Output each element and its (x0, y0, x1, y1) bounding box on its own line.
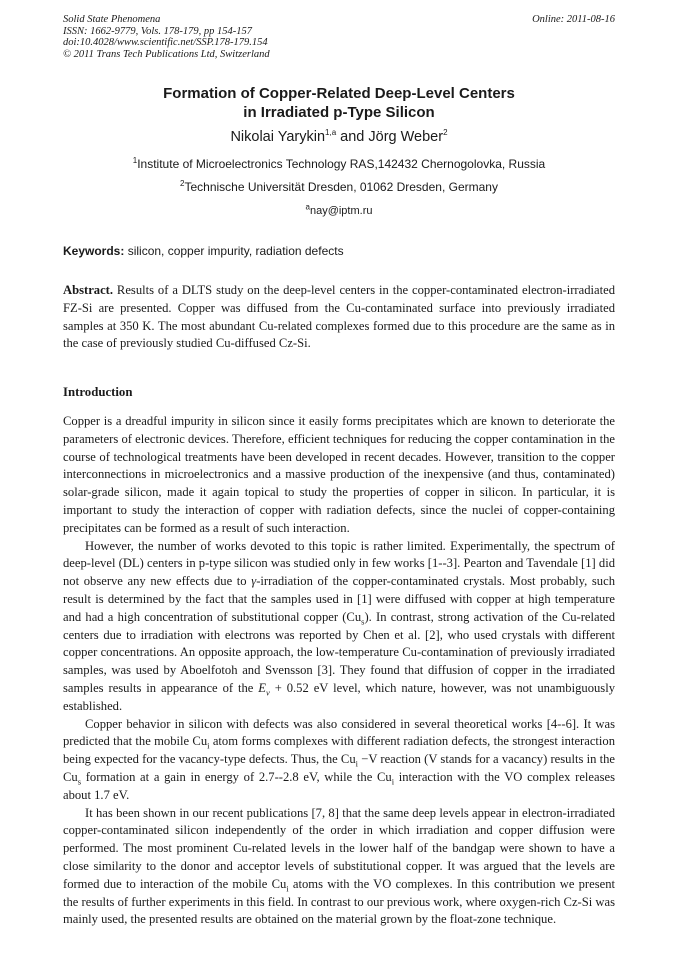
affiliation-2-sup: 2 (180, 179, 185, 188)
p2-text-c: ). In contrast, strong activation of the Cu-related centers due to irradiation with electrons was reported by Chen et al. [2], who used crystals with different copper concentrations. An opposite approach, the low-temperature Cu-contamination of previously irradiated samples, was used by Aboelfotoh and Svensson [3]. They found that diffusion of copper in the irradiated samples results in appearance of the (63, 609, 615, 695)
copyright-line: © 2011 Trans Tech Publications Ltd, Switzerland (63, 48, 270, 60)
author-2-sup: 2 (443, 128, 448, 138)
author-1: Nikolai Yarykin (230, 129, 326, 145)
p3-sub-s: s (77, 776, 82, 787)
author-and: and (336, 129, 369, 145)
affiliation-2 (0, 180, 678, 195)
p4-text-a: It has been shown in our recent publications [7, 8] that the same deep levels appear in electron-irradiated copper-contaminated silicon independently of the order in which irradiation and copper diffusion were performed. The most prominent Cu-related levels in the lower half of the bandgap were shown to have a close similarity to the donor and acceptor levels of substitutional copper. It was argued that the levels are formed due to interaction of the mobile Cu (63, 805, 615, 891)
author-email (0, 204, 678, 218)
p3-text-b: atom forms complexes with different radiation defects, the strongest interaction being expected for the vacancy-type defects. Thus, the Cu (63, 734, 616, 767)
affiliation-1 (0, 157, 678, 172)
p3-text-d: formation at a gain in energy of 2.7--2.8 eV, while the Cu (81, 769, 392, 784)
gamma-symbol: γ (251, 574, 257, 589)
p2-text-a: However, the number of works devoted to this topic is rather limited. Experimentally, the spectrum of deep-level (DL) centers in p-type silicon was studied only in few works [1--3]. Pearton and Tavendale [1] did not observe any new effects due to (63, 538, 615, 589)
p3-text-a: Copper behavior in silicon with defects was also considered in several theoretical works [4--6]. It was predicted that the mobile Cu (63, 716, 615, 749)
intro-paragraph-1: Copper is a dreadful impurity in silicon since it easily forms precipitates which are known to deteriorate the parameters of electronic devices. Therefore, efficient techniques for reducing the copper contamination in the course of technological treatments have been developed in recent decades. However, transition to the copper interconnections in microelectronics and a massive production of the inexpensive (and thus, contaminated) solar-grade silicon, made it again topical to study the properties of copper in silicon. In particular, it is important to study the interaction of copper with radiation defects, since the nuclei of copper-containing precipitates can be formed as a result of such interaction. (63, 414, 615, 535)
online-date: Online: 2011-08-16 (532, 14, 615, 25)
abstract-label: Abstract. (63, 283, 114, 297)
ev-symbol: E (258, 680, 266, 695)
p4-text-b: atoms with the VO complexes. In this contribution we present the results of further experiments in this field. In contrast to our previous work, where oxygen-rich Cz-Si was mainly used, the presented results are obtained on the material grown by the float-zone technique. (63, 876, 615, 927)
doi-line: doi:10.4028/www.scientific.net/SSP.178-179.154 (63, 37, 268, 49)
p3-text-c: −V reaction (V stands for a vacancy) results in the Cu (63, 752, 615, 784)
email-sup: a (305, 202, 310, 212)
p3-sub-i3: i (391, 776, 395, 787)
p4-sub-i: i (286, 883, 289, 894)
keywords-label: Keywords: (63, 244, 125, 258)
p3-sub-i1: i (207, 740, 210, 751)
journal-name: Solid State Phenomena (63, 14, 161, 25)
abstract (63, 282, 619, 353)
issn-line: ISSN: 1662-9779, Vols. 178-179, pp 154-157 (63, 25, 252, 37)
ev-sub: v (266, 687, 270, 698)
paper-title (0, 84, 678, 122)
keywords-text: silicon, copper impurity, radiation defects (124, 244, 344, 258)
journal-header (63, 14, 270, 60)
p2-sub-s: s (361, 616, 365, 627)
section-heading-introduction: Introduction (63, 385, 133, 399)
p3-text-e: interaction with the VO complex releases about 1.7 eV. (63, 769, 615, 802)
p2-text-d: eV level, which nature, however, was not unambiguously established. (63, 680, 615, 713)
title-line-1: Formation of Copper-Related Deep-Level Centers (163, 85, 515, 102)
title-line-2: in Irradiated p-Type Silicon (243, 104, 435, 121)
affiliation-1-text: Institute of Microelectronics Technology RAS,142432 Chernogolovka, Russia (137, 157, 546, 171)
author-1-sup: 1,a (325, 128, 337, 138)
affiliation-2-text: Technische Universität Dresden, 01062 Dresden, Germany (184, 180, 498, 194)
intro-paragraph-3 (63, 716, 615, 805)
keywords (63, 244, 615, 259)
intro-paragraph-4 (63, 805, 615, 930)
affiliation-1-sup: 1 (132, 156, 138, 165)
author-2: Jörg Weber (368, 129, 444, 145)
intro-paragraph-2 (63, 538, 615, 716)
email-text: nay@iptm.ru (309, 205, 373, 217)
abstract-text: Results of a DLTS study on the deep-level centers in the copper-contaminated electron-irradiated FZ-Si are presented. Copper was diffused from the Cu-contaminated surface into previously irradiated samples at 350 K. The most abundant Cu-related complexes formed due to this procedure are the same as in the case of previously studied Cu-diffused Cz-Si. (63, 283, 619, 351)
author-list (0, 128, 678, 146)
introduction-body (63, 413, 615, 929)
p3-sub-i2: i (355, 758, 358, 769)
p2-text-b: -irradiation of the copper-contaminated crystals. Most probably, such result is determined by the fact that the samples used in [1] were diffused with copper at high temperature and had a high concentration of substitutional copper (Cu (63, 574, 615, 624)
ev-value: + 0.52 (269, 680, 309, 695)
